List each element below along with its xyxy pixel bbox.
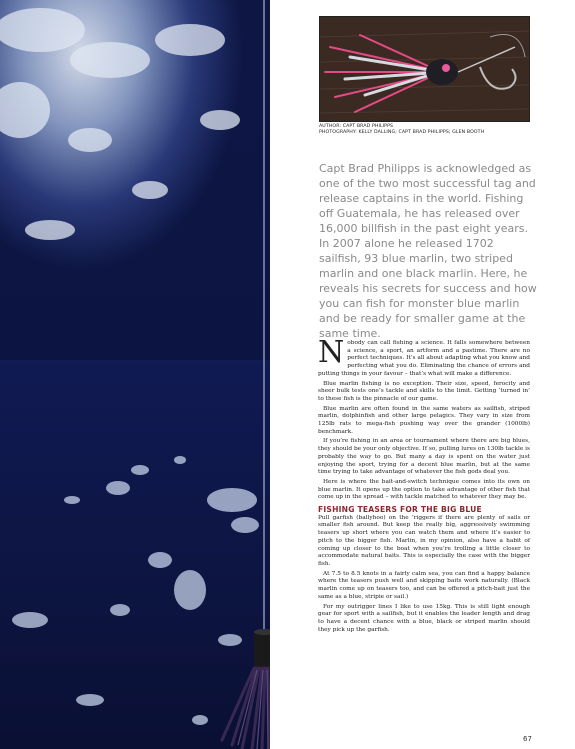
body-paragraph-3: Blue marlin are often found in the same waters as sailfish, striped marlin, dolphinfish and other large pelagics. They vary in size from 125lb rats to mega-fish pushing way over the grander (1000lb) benchmark. xyxy=(318,405,530,435)
body-paragraph-8: For my outrigger lines I like to use 15kg. This is still light enough gear for sport with a sailfish, but it enables the leader length and drag to have a decent chance with a blue, black or striped marlin should they pick up the garfish. xyxy=(318,603,530,633)
photo-credits xyxy=(319,124,549,136)
article-body xyxy=(318,335,530,636)
section-subhead: FISHING TEASERS FOR THE BIG BLUE xyxy=(318,505,482,515)
lure-detail-graphic xyxy=(320,17,529,121)
body-paragraph-1 xyxy=(318,335,530,379)
intro-standfirst: Capt Brad Philipps is acknowledged as one of the two most successful tag and release captains in the world. Fishing off Guatemala, he has released over 16,000 billfish in the past eight years. In 2007 alone he released 1702 sailfish, 93 blue marlin, two striped marlin and one black marlin. Here, he reveals his secrets for success and how you can fish for monster blue marlin and be ready for smaller game at the same time. xyxy=(319,162,537,340)
body-paragraph-2: Blue marlin fishing is no exception. Their size, speed, ferocity and sheer bulk tests one’s tackle and skills to the limit. Getting ‘turned in’ to these fish is the pinnacle of our game. xyxy=(318,380,530,402)
page-number: 67 xyxy=(523,735,532,743)
lure-detail-photo xyxy=(319,16,530,122)
body-paragraph-1-text: obody can call fishing a science. It falls somewhere between a science, a sport, an artform and a pastime. There are no perfect techniques. It’s all about adapting what you know and perfecting what you do. Eliminating the chance of errors and putting things in your favour – that’s what will make a difference. xyxy=(318,340,530,377)
ocean-photo-graphic xyxy=(0,0,270,749)
body-paragraph-5: Here is where the bait-and-switch technique comes into its own on blue marlin. It opens up the option to take advantage of other fish that come up in the spread – with tackle matched to whatever they may be. xyxy=(318,478,530,501)
author-credit: AUTHOR: CAPT BRAD PHILIPPS xyxy=(319,124,394,129)
photography-credit: PHOTOGRAPHY: KELLY DALLING; CAPT BRAD PHILIPPS; GLEN BOOTH xyxy=(319,130,485,135)
body-paragraph-7: At 7.5 to 8.5 knots in a fairly calm sea, you can find a happy balance where the teasers push well and skipping baits work naturally. (Black marlin come up on teasers too, and can be offered a pitch-bait just the same as a blue, stripie or sail.) xyxy=(318,570,530,600)
ocean-lure-photo xyxy=(0,0,270,749)
body-paragraph-6: Pull garfish (ballyhoo) on the ’riggers if there are plenty of sails or smaller fish around. But keep the really big, aggressively swimming teasers up short where you can watch them and where it’s easier to pitch to the bigger fish. Marlin, in my opinion, also have a habit of coming up closer to the boat when you’re trolling a little closer to accommodate natural baits. This is especially the case with the bigger fish. xyxy=(318,514,530,567)
body-paragraph-4: If you’re fishing in an area or tournament where there are big blues, they should be your only objective. If so, pulling lures on 130lb tackle is probably the way to go. But many a day is spent on the water just enjoying the sport, trying for a decent blue marlin, but at the same time trying to take advantage of whatever the fish gods deal you. xyxy=(318,438,530,476)
drop-cap: N xyxy=(318,335,345,370)
